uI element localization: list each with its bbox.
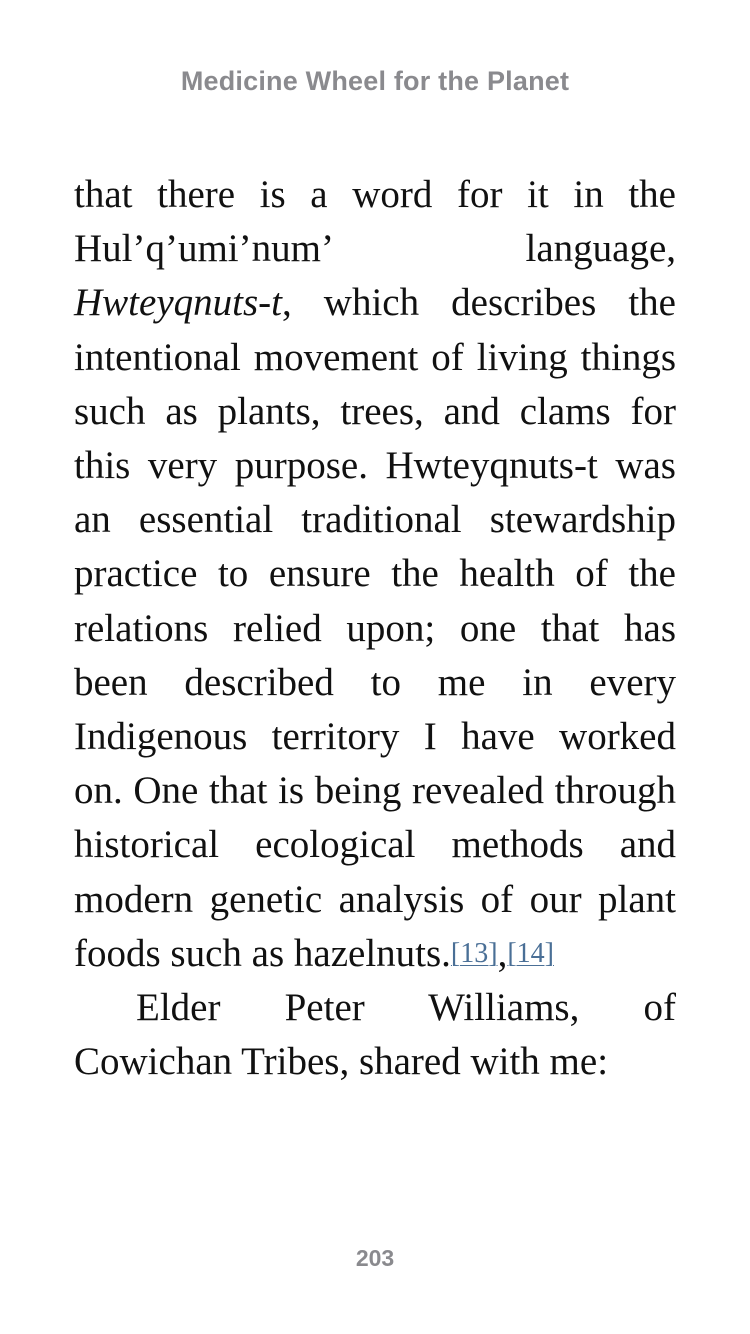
- paragraph-text: , which describes the intentional movement of living things such as plants, trees, and clams for this very purpose. Hwteyqnuts-t was an essential traditional stewardship practice to ensure the health of the relations relied upon; one that has been described to me in every Indigenous territory I have worked on. One that is being revealed through historical ecological methods and modern genetic analysis of our plant foods such as hazelnuts.: [74, 281, 676, 975]
- book-title: Medicine Wheel for the Planet: [180, 66, 570, 96]
- paragraph-text: that there is a word for it in the Hul’q’umi’num’ language,: [74, 173, 676, 271]
- italic-term: Hwteyqnuts-t: [74, 281, 282, 325]
- footnote-link-14[interactable]: [14]: [507, 937, 554, 969]
- paragraph: [74, 168, 676, 981]
- footnote-separator: ,: [497, 931, 508, 975]
- page-number: 203: [355, 1245, 395, 1271]
- reading-pane: [74, 168, 676, 1089]
- footnote-link-13[interactable]: [13]: [450, 937, 498, 969]
- paragraph: Elder Peter Williams, of Cowichan Tribes, shared with me:: [74, 986, 676, 1084]
